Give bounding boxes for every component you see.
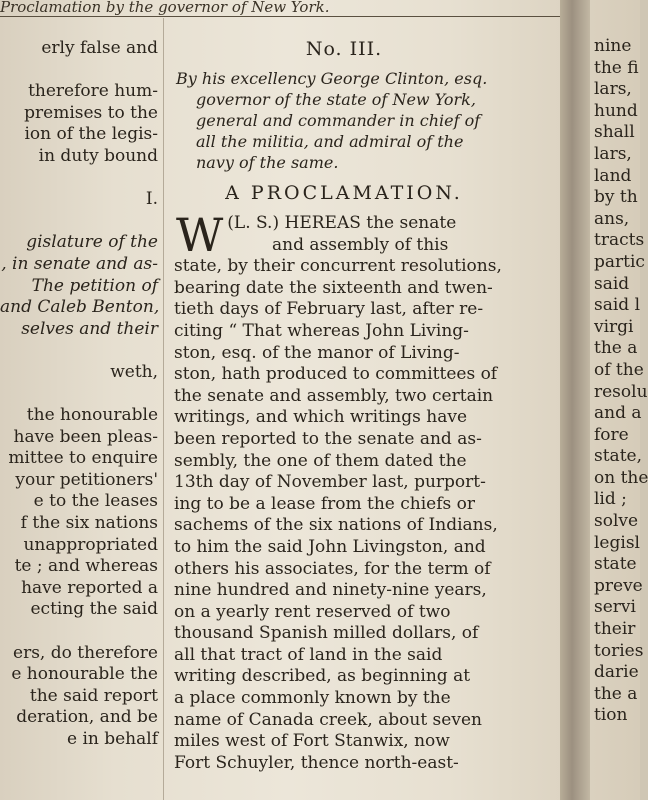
- text-line: tories: [594, 640, 644, 661]
- text-line: sachems of the six nations of Indians,: [174, 515, 498, 536]
- text-line: have been pleas-: [13, 426, 158, 447]
- text-line: mittee to enquire: [8, 448, 158, 469]
- text-line: ston, esq. of the manor of Living-: [174, 342, 460, 363]
- text-line: fore: [594, 424, 629, 445]
- text-line: a place commonly known by the: [174, 688, 451, 709]
- text-line: solve: [594, 511, 639, 532]
- text-line: [0, 340, 158, 362]
- text-line: , in senate and as-: [1, 253, 158, 274]
- text-line: darie: [594, 662, 639, 683]
- text-line: resolu: [594, 381, 648, 402]
- seal-mark: (L. S.): [227, 213, 280, 233]
- text-line: erly false and: [41, 38, 158, 58]
- first-line-text: HEREAS the senate: [284, 213, 457, 233]
- text-line: by th: [594, 187, 638, 208]
- byline-line: By his excellency George Clinton, esq.: [176, 69, 488, 88]
- text-line: Fort Schuyler, thence north-east-: [174, 752, 459, 773]
- text-line: state: [594, 554, 637, 575]
- text-line: [0, 384, 158, 406]
- text-line: ecting the said: [30, 599, 158, 620]
- text-line: ans,: [594, 208, 630, 229]
- text-line: tion: [594, 705, 628, 726]
- text-line: ion of the legis-: [24, 124, 158, 145]
- text-line: nine: [594, 36, 632, 56]
- text-line: nine hundred and ninety-nine years,: [174, 580, 487, 601]
- text-line: on the: [594, 467, 648, 488]
- text-line: been reported to the senate and as-: [174, 428, 482, 449]
- text-line: writing described, as beginning at: [174, 666, 471, 687]
- text-line: [0, 621, 158, 643]
- text-line: hund: [594, 100, 638, 121]
- second-line: and assembly of this: [272, 234, 449, 255]
- text-line: the a: [594, 683, 638, 704]
- running-header: Proclamation by the governor of New York.: [0, 0, 330, 16]
- left-column: [0, 38, 158, 751]
- text-line: and a: [594, 403, 642, 424]
- text-line: The petition of: [31, 275, 158, 296]
- text-line: tieth days of February last, after re-: [174, 299, 484, 320]
- proclamation-body: [174, 208, 514, 774]
- text-line: virgi: [594, 316, 634, 337]
- byline-line: navy of the same.: [196, 153, 339, 172]
- right-column: [594, 36, 648, 727]
- text-line: therefore hum-: [28, 81, 158, 102]
- text-line: have reported a: [21, 577, 158, 598]
- text-line: your petitioners': [15, 469, 158, 490]
- text-line: state,: [594, 446, 642, 467]
- drop-cap: W: [176, 208, 224, 262]
- text-line: selves and their: [21, 318, 158, 339]
- text-line: name of Canada creek, about seven: [174, 709, 482, 730]
- text-line: others his associates, for the term of: [174, 558, 491, 579]
- text-line: the said report: [29, 685, 158, 706]
- text-line: [0, 211, 158, 233]
- text-line: deration, and be: [16, 707, 158, 728]
- body-lines: [174, 256, 514, 774]
- text-line: said l: [594, 295, 641, 316]
- header-rule: [0, 16, 560, 17]
- text-line: on a yearly rent reserved of two: [174, 601, 451, 622]
- main-column: [174, 34, 514, 774]
- text-line: [0, 60, 158, 82]
- byline-line: all the militia, and admiral of the: [196, 132, 464, 151]
- byline: [174, 68, 514, 173]
- text-line: e to the leases: [33, 491, 158, 512]
- text-line: preve: [594, 575, 643, 596]
- text-line: ers, do therefore: [13, 642, 158, 663]
- text-line: the senate and assembly, two certain: [174, 385, 494, 406]
- text-line: e honourable the: [11, 664, 158, 685]
- text-line: the honourable: [26, 405, 158, 426]
- text-line: ing to be a lease from the chiefs or: [174, 493, 476, 514]
- text-line: gislature of the: [26, 232, 158, 253]
- text-line: citing “ That whereas John Living-: [174, 320, 469, 341]
- text-line: their: [594, 619, 636, 640]
- text-line: of the: [594, 359, 644, 380]
- text-line: the fi: [594, 57, 639, 78]
- text-line: and Caleb Benton,: [0, 297, 160, 318]
- text-line: partic: [594, 251, 645, 272]
- text-line: f the six nations: [20, 513, 158, 534]
- proclamation-title: A PROCLAMATION.: [225, 182, 463, 204]
- text-line: [0, 168, 158, 190]
- proclamation-number: No. III.: [305, 38, 383, 60]
- text-line: miles west of Fort Stanwix, now: [174, 731, 450, 752]
- text-line: land: [594, 165, 632, 186]
- text-line: shall: [594, 122, 635, 143]
- text-line: writings, and which writings have: [174, 407, 468, 428]
- text-line: lid ;: [594, 489, 627, 510]
- text-line: servi: [594, 597, 636, 618]
- text-line: 13th day of November last, purport-: [174, 472, 486, 493]
- text-line: the a: [594, 338, 638, 359]
- text-line: lars,: [594, 79, 632, 100]
- text-line: tracts: [594, 230, 645, 251]
- text-line: lars,: [594, 143, 632, 164]
- text-line: to him the said John Livingston, and: [174, 536, 486, 557]
- text-line: te ; and whereas: [14, 556, 158, 577]
- text-line: bearing date the sixteenth and twen-: [174, 277, 493, 298]
- text-line: state, by their concurrent resolutions,: [174, 256, 502, 277]
- text-line: legisl: [594, 532, 640, 553]
- text-line: in duty bound: [38, 145, 158, 166]
- byline-line: general and commander in chief of: [196, 111, 481, 130]
- text-line: thousand Spanish milled dollars, of: [174, 623, 479, 644]
- text-line: said: [594, 273, 630, 294]
- text-line: ston, hath produced to committees of: [174, 364, 498, 385]
- text-line: all that tract of land in the said: [174, 644, 443, 665]
- text-line: sembly, the one of them dated the: [174, 450, 467, 471]
- text-line: unappropriated: [23, 534, 158, 555]
- text-line: weth,: [110, 361, 158, 382]
- column-divider-left: [163, 18, 164, 800]
- text-line: e in behalf: [66, 729, 158, 749]
- byline-line: governor of the state of New York,: [196, 90, 476, 109]
- page-gutter: [560, 0, 590, 800]
- text-line: I.: [145, 189, 158, 210]
- text-line: premises to the: [24, 102, 158, 123]
